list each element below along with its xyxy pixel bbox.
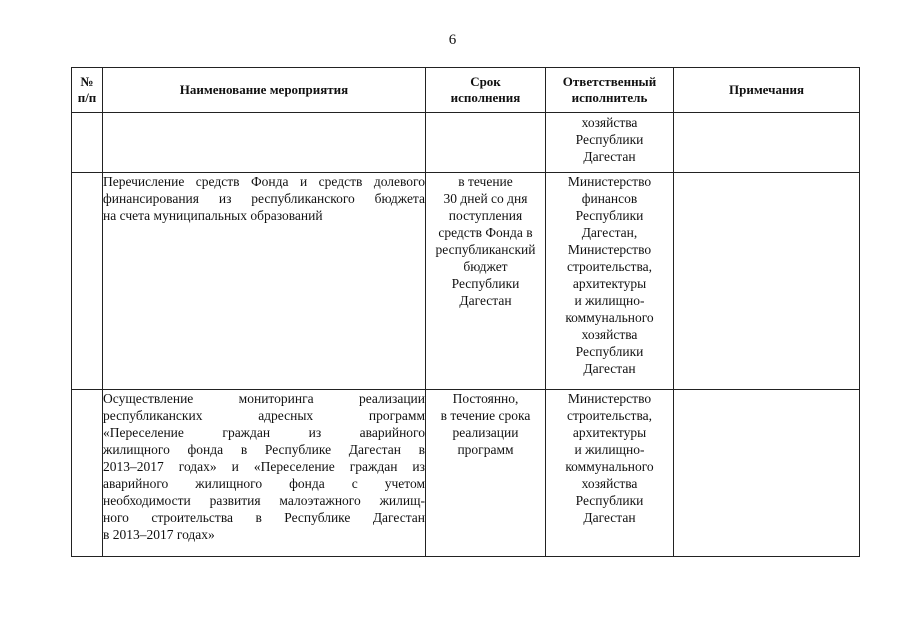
table-row (72, 113, 860, 173)
page-number: 6 (448, 32, 457, 48)
cell-num (72, 390, 103, 557)
table-header-row (72, 68, 860, 113)
cell-responsible: Министерство финансов Республики Дагестан, Министерство строительства, архитектуры и жилищно- коммунального хозяйства Республики Дагестан (546, 173, 674, 390)
cell-term (426, 113, 546, 173)
header-term: Срок исполнения (426, 68, 546, 113)
cell-num (72, 173, 103, 390)
cell-name: Осуществление мониторинга реализации республиканских адресных программ «Переселение граждан из аварийного жилищного фонда в Республике Дагестан в 2013–2017 годах» и «Переселение граждан из аварийного жилищного фонда с учетом необходимости развития малоэтажного жилищ- ного строительства в Республике Дагестан в 2013–2017 годах» (103, 390, 426, 557)
header-num: № п/п (72, 68, 103, 113)
cell-num (72, 113, 103, 173)
header-notes: Примечания (674, 68, 860, 113)
header-responsible: Ответственный исполнитель (546, 68, 674, 113)
activities-table (71, 67, 860, 557)
table-row (72, 390, 860, 557)
cell-term: Постоянно, в течение срока реализации программ (426, 390, 546, 557)
cell-notes (674, 390, 860, 557)
cell-name (103, 113, 426, 173)
cell-responsible: хозяйства Республики Дагестан (546, 113, 674, 173)
header-name: Наименование мероприятия (103, 68, 426, 113)
cell-term: в течение 30 дней со дня поступления средств Фонда в республиканский бюджет Республики Дагестан (426, 173, 546, 390)
cell-notes (674, 173, 860, 390)
table-row (72, 173, 860, 390)
cell-notes (674, 113, 860, 173)
cell-name: Перечисление средств Фонда и средств долевого финансирования из республиканского бюджета на счета муниципальных образований (103, 173, 426, 390)
cell-responsible: Министерство строительства, архитектуры и жилищно- коммунального хозяйства Республики Дагестан (546, 390, 674, 557)
